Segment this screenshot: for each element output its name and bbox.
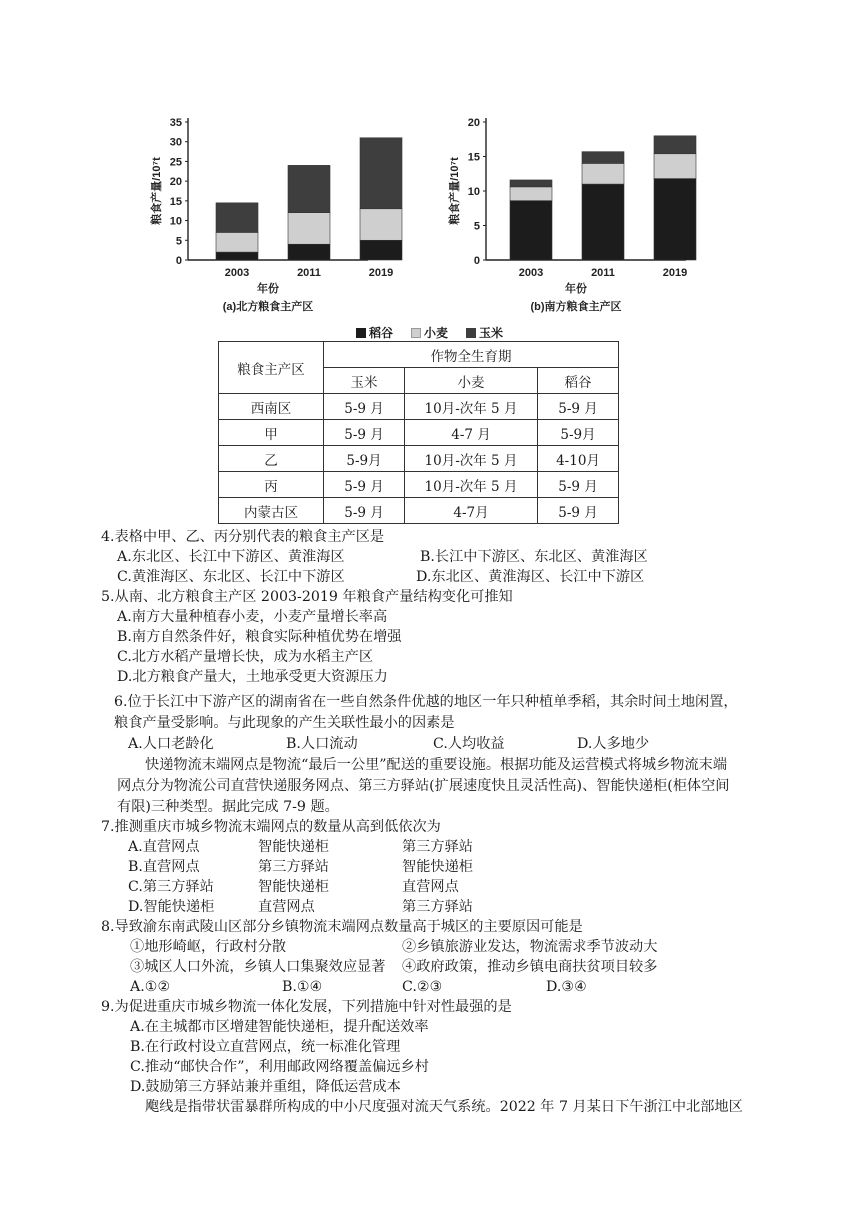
q9-option-b: B.在行政村设立直营网点，统一标准化管理 — [130, 1039, 401, 1055]
bar-north-小麦-2003 — [216, 232, 258, 252]
y-tick-label-south: 10 — [467, 186, 480, 198]
bar-south-稻谷-2003 — [510, 201, 552, 260]
table-cell: 5-9 月 — [324, 420, 405, 446]
y-axis-label-south: 粮食产量/10⁷t — [449, 157, 461, 225]
q7-option-b-3: 智能快递柜 — [402, 859, 473, 875]
legend-swatch-corn — [466, 328, 476, 338]
q6-option-d: D.人多地少 — [577, 736, 650, 752]
q7-stem: 7.推测重庆市城乡物流末端网点的数量从高到低依次为 — [101, 819, 441, 835]
q7-option-a-3: 第三方驿站 — [402, 839, 473, 855]
q6-option-a: A.人口老龄化 — [128, 736, 214, 752]
q7-option-b-2: 第三方驿站 — [258, 859, 329, 875]
y-tick-label-north: 0 — [175, 255, 182, 267]
q8-statement-1: ①地形崎岖，行政村分散 — [130, 939, 287, 955]
q7-option-b-1: B.直营网点 — [128, 859, 200, 875]
table-cell: 10月-次年 5 月 — [405, 472, 538, 498]
header-period: 作物全生育期 — [324, 342, 619, 368]
legend-swatch-rice — [356, 328, 366, 338]
header-region: 粮食主产区 — [219, 342, 324, 394]
chart-north — [150, 110, 394, 320]
y-tick-label-north: 10 — [169, 215, 182, 228]
x-tick-label-north: 2019 — [368, 267, 394, 279]
col-wheat: 小麦 — [405, 368, 538, 394]
q7-option-a-1: A.直营网点 — [128, 839, 200, 855]
y-tick-label-south: 20 — [467, 117, 480, 129]
chart-title-south: (b)南方粮食主产区 — [530, 301, 622, 313]
x-tick-label-north: 2003 — [224, 267, 250, 279]
bar-north-稻谷-2019 — [360, 240, 402, 260]
q4-option-d: D.东北区、黄淮海区、长江中下游区 — [416, 569, 645, 585]
x-tick-label-south: 2003 — [518, 267, 544, 279]
q5-option-a: A.南方大量种植春小麦，小麦产量增长率高 — [117, 609, 388, 625]
y-tick-label-north: 15 — [169, 195, 182, 208]
table-row — [219, 394, 619, 420]
table-cell: 10月-次年 5 月 — [405, 446, 538, 472]
q7-option-c-1: C.第三方驿站 — [128, 879, 214, 895]
q5-option-c: C.北方水稻产量增长快，成为水稻主产区 — [117, 649, 374, 665]
bar-south-稻谷-2011 — [582, 184, 624, 260]
intro-last-line: 飑线是指带状雷暴群所构成的中小尺度强对流天气系统。2022 年 7 月某日下午浙江中北部地区 — [145, 1099, 743, 1115]
intro79-line2: 网点分为物流公司直营快递服务网点、第三方驿站(扩展速度快且灵活性高)、智能快递柜(柜体空间 — [117, 778, 730, 794]
q8-stem: 8.导致渝东南武陵山区部分乡镇物流末端网点数量高于城区的主要原因可能是 — [101, 919, 583, 935]
table-cell: 5-9 月 — [538, 472, 619, 498]
legend-item-corn — [466, 324, 503, 341]
legend-item-rice — [356, 324, 393, 341]
q9-option-a: A.在主城都市区增建智能快递柜，提升配送效率 — [130, 1019, 429, 1035]
q4-stem: 4.表格中甲、乙、丙分别代表的粮食主产区是 — [101, 529, 385, 545]
q5-option-b: B.南方自然条件好，粮食实际种植优势在增强 — [117, 629, 402, 645]
bar-north-稻谷-2011 — [288, 244, 330, 260]
table-cell: 5-9月 — [324, 446, 405, 472]
q7-option-c-3: 直营网点 — [402, 879, 459, 895]
bar-south-小麦-2019 — [654, 154, 696, 179]
y-tick-label-north: 20 — [169, 176, 182, 189]
chart-legend — [356, 324, 503, 341]
q6-stem-line1: 6.位于长江中下游产区的湖南省在一些自然条件优越的地区一年只种植单季稻，其余时间土地闲置， — [114, 694, 738, 710]
q7-option-c-2: 智能快递柜 — [258, 879, 329, 895]
bar-south-玉米-2011 — [582, 152, 624, 164]
legend-label-rice: 稻谷 — [369, 326, 394, 340]
table-cell: 5-9 月 — [324, 394, 405, 420]
x-tick-label-north: 2011 — [297, 267, 321, 279]
table-cell: 甲 — [219, 420, 324, 446]
table-row — [219, 446, 619, 472]
q4-option-a: A.东北区、长江中下游区、黄淮海区 — [117, 549, 345, 565]
q7-option-d-1: D.智能快递柜 — [128, 899, 215, 915]
q8-option-a: A.①② — [130, 979, 171, 995]
bar-south-小麦-2011 — [582, 163, 624, 184]
q8-statement-2: ②乡镇旅游业发达，物流需求季节波动大 — [402, 939, 658, 955]
table-cell: 4-7 月 — [405, 420, 538, 446]
table-cell: 丙 — [219, 472, 324, 498]
q6-option-c: C.人均收益 — [433, 736, 505, 752]
y-tick-label-south: 0 — [473, 255, 480, 267]
table-row — [219, 498, 619, 524]
bar-north-小麦-2019 — [360, 209, 402, 241]
bar-north-玉米-2011 — [288, 165, 330, 212]
bar-south-稻谷-2019 — [654, 179, 696, 260]
table-cell: 5-9月 — [538, 420, 619, 446]
bar-north-玉米-2019 — [360, 138, 402, 209]
bar-south-玉米-2019 — [654, 136, 696, 154]
intro79-line3: 有限)三种类型。据此完成 7-9 题。 — [117, 799, 339, 815]
q9-stem: 9.为促进重庆市城乡物流一体化发展，下列措施中针对性最强的是 — [101, 999, 512, 1015]
chart-south — [448, 106, 698, 320]
q8-option-d: D.③④ — [546, 979, 587, 995]
q5-stem: 5.从南、北方粮食主产区 2003-2019 年粮食产量结构变化可推知 — [101, 589, 513, 605]
q6-option-b: B.人口流动 — [286, 736, 358, 752]
col-corn: 玉米 — [324, 368, 405, 394]
q8-option-b: B.①④ — [282, 979, 323, 995]
table-cell: 4-7月 — [405, 498, 538, 524]
chart-north-svg — [150, 110, 394, 320]
table-cell: 乙 — [219, 446, 324, 472]
q4-option-b: B.长江中下游区、东北区、黄淮海区 — [420, 549, 648, 565]
bar-south-玉米-2003 — [510, 180, 552, 187]
chart-south-svg — [448, 106, 698, 320]
legend-label-corn: 玉米 — [479, 326, 504, 340]
table-cell: 内蒙古区 — [219, 498, 324, 524]
q6-stem-line2: 粮食产量受影响。与此现象的产生关联性最小的因素是 — [114, 715, 455, 731]
q7-option-d-2: 直营网点 — [258, 899, 315, 915]
table-cell: 10月-次年 5 月 — [405, 394, 538, 420]
table-cell: 西南区 — [219, 394, 324, 420]
y-tick-label-south: 5 — [473, 220, 480, 233]
q8-option-c: C.②③ — [402, 979, 443, 995]
bar-north-玉米-2003 — [216, 203, 258, 233]
legend-swatch-wheat — [411, 328, 421, 338]
y-axis-label-north: 粮食产量/10⁷t — [151, 157, 163, 225]
x-tick-label-south: 2011 — [591, 267, 615, 279]
legend-label-wheat: 小麦 — [424, 326, 449, 340]
table-cell: 5-9 月 — [538, 394, 619, 420]
bar-north-小麦-2011 — [288, 213, 330, 245]
q7-option-d-3: 第三方驿站 — [402, 899, 473, 915]
q4-option-c: C.黄淮海区、东北区、长江中下游区 — [117, 569, 345, 585]
intro79-line1: 快递物流末端网点是物流“最后一公里”配送的重要设施。根据功能及运营模式将城乡物流末端 — [145, 757, 728, 773]
q9-option-c: C.推动“邮快合作”，利用邮政网络覆盖偏远乡村 — [130, 1059, 429, 1075]
q8-statement-4: ④政府政策，推动乡镇电商扶贫项目较多 — [402, 959, 658, 975]
chart-title-north: (a)北方粮食主产区 — [222, 301, 314, 313]
y-tick-label-north: 5 — [175, 235, 182, 248]
y-tick-label-north: 35 — [169, 117, 182, 129]
table-row — [219, 472, 619, 498]
q8-statement-3: ③城区人口外流，乡镇人口集聚效应显著 — [130, 959, 386, 975]
q7-option-a-2: 智能快递柜 — [258, 839, 329, 855]
q5-option-d: D.北方粮食产量大，土地承受更大资源压力 — [117, 669, 388, 685]
legend-item-wheat — [411, 324, 448, 341]
table-cell: 4-10月 — [538, 446, 619, 472]
table-cell: 5-9 月 — [324, 498, 405, 524]
y-tick-label-north: 25 — [169, 156, 182, 169]
table-cell: 5-9 月 — [538, 498, 619, 524]
x-axis-label-south: 年份 — [565, 283, 587, 295]
q9-option-d: D.鼓励第三方驿站兼并重组，降低运营成本 — [130, 1079, 401, 1095]
y-tick-label-north: 30 — [169, 136, 182, 149]
bar-south-小麦-2003 — [510, 187, 552, 201]
crop-period-table — [218, 341, 619, 524]
x-tick-label-south: 2019 — [662, 267, 688, 279]
table-cell: 5-9 月 — [324, 472, 405, 498]
x-axis-label-north: 年份 — [257, 283, 279, 295]
col-rice: 稻谷 — [538, 368, 619, 394]
bar-north-稻谷-2003 — [216, 252, 258, 260]
y-tick-label-south: 15 — [467, 151, 480, 164]
table-row — [219, 420, 619, 446]
